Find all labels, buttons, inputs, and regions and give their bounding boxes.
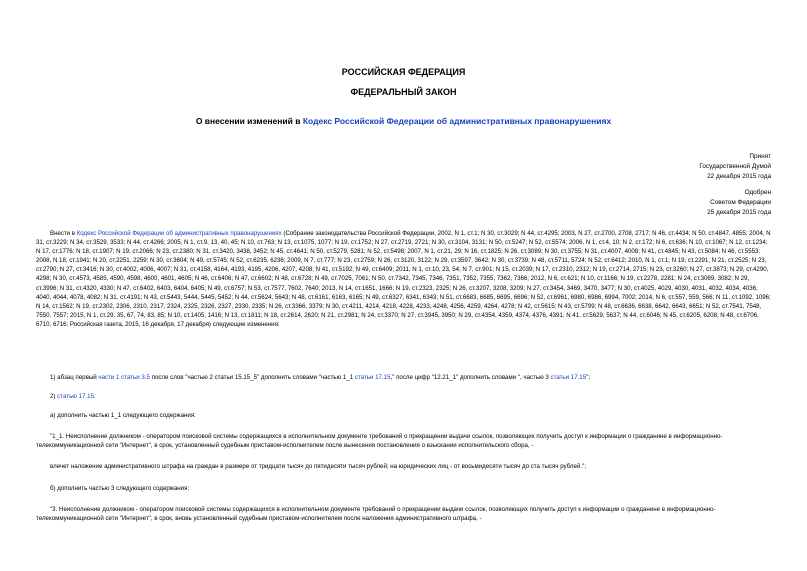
item-1-suffix: "; — [586, 374, 591, 381]
item-a: а) дополнить частью 1_1 следующего содержания: — [50, 412, 196, 419]
item-1-text-1: после слов "частью 2 статьи 15.15_5" дополнить словами "частью 1_1 — [149, 374, 355, 381]
item-1-link-article-17-15-a[interactable]: статьи 17.15 — [354, 374, 391, 381]
approved-label: Одобрен — [744, 189, 771, 196]
adoption-block — [699, 152, 771, 181]
approved-date: 25 декабря 2015 года — [707, 208, 771, 216]
intro-code-link[interactable]: Кодекс Российской Федерации об административных правонарушениях — [76, 230, 282, 237]
quote-part-1-1: "1_1. Неисполнение должником - оператором поисковой системы содержащихся в исполнительном документе требований о прекращении выдачи ссылок, позволяющих получить доступ к информации о гражданине в информационно-телекоммуникационной сети "Интернет", в срок, установленный судебным приставом-исполнителем после вынесения постановления о взыскании исполнительского сбора, - — [36, 433, 723, 450]
document-type-heading: ФЕДЕРАЛЬНЫЙ ЗАКОН — [350, 87, 457, 97]
item-2-prefix: 2) — [50, 393, 58, 400]
document-title — [0, 116, 807, 126]
item-2-suffix: : — [93, 393, 96, 400]
item-1 — [36, 373, 771, 382]
country-heading: РОССИЙСКАЯ ФЕДЕРАЦИЯ — [341, 67, 466, 77]
intro-text: (Собрание законодательства Российской Федерации, 2002, N 1, ст.1; N 30, ст.3029; N 44, ст.4295; 2003, N 27, ст.2700, 2708, 2717; N 46, ст.4434; N 50, ст.4847, 4855; 2004, N 31, ст.3229; N 34, ст.3529, 3533; N 44, ст.4266; 2005, N 1, ст.9, 13, 40, 45; N 10, ст.763; N 13, ст.1075, 1077; N 19, ст.1752; N 27, ст.2719, 2721; N 30, ст.3104, 3131; N 50, ст.5247; N 52, ст.5574; 2006, N 1, ст.4, 10; N 2, ст.172; N 6, ст.636; N 10, ст.1067; N 12, ст.1234; N 17, ст.1776; N 18, ст.1907; N 19, ст.2066; N 23, ст.2380; N 31, ст.3420, 3438, 3452; N 45, ст.4641; N 50, ст.5279, 5281; N 52, ст.5498; 2007, N 1, ст.21, 29; N 16, ст.1825; N 26, ст.3089; N 30, ст.3755; N 31, ст.4007, 4008; N 41, ст.4845; N 43, ст.5084; N 46, ст.5553; 2008, N 18, ст.1941; N 20, ст.2251, 2259; N 30, ст.3604; N 49, ст.5745; N 52, ст.6235, 6236; 2009, N 7, ст.777; N 23, ст.2759; N 26, ст.3120, 3122; N 29, ст.3597, 3642; N 30, ст.3739; N 48, ст.5711, 5724; N 52, ст.6412; 2010, N 1, ст.1; N 19, ст.2291; N 21, ст.2525; N 23, ст.2790; N 27, ст.3416; N 30, ст.4002, 4006, 4007; N 31, ст.4158, 4164, 4193, 4195, 4206, 4207, 4208; N 41, ст.5192; N 49, ст.6409; 2011, N 1, ст.10, 23, 54; N 7, ст.901; N 15, ст.2039; N 17, ст.2310, 2312; N 19, ст.2714, 2715; N 23, ст.3260; N 27, ст.3873; N 29, ст.4290, 4298; N 30, ст.4573, 4585, 4590, 4598, 4600, 4601, 4605; N 46, ст.6406; N 47, ст.6602; N 48, ст.6728; N 49, ст.7025, 7061; N 50, ст.7342, 7345, 7346, 7351, 7352, 7355, 7362, 7366; 2012, N 6, ст.621; N 10, ст.1166; N 19, ст.2278, 2281; N 24, ст.3069, 3082; N 29, ст.3996; N 31, ст.4320, 4330; N 47, ст.6402, 6403, 6404, 6405; N 49, ст.6757; N 53, ст.7577, 7602, 7640; 2013, N 14, ст.1651, 1666; N 19, ст.2323, 2325; N 26, ст.3207, 3208, 3209; N 27, ст.3454, 3469, 3470, 3477; N 30, ст.4025, 4029, 4030, 4031, 4032, 4034, 4036, 4040, 4044, 4078, 4082; N 31, ст.4191; N 43, ст.5443, 5444, 5445, 5452; N 44, ст.5624, 5643; N 48, ст.6161, 6163, 6165; N 49, ст.6327, 6341, 6343; N 51, ст.6683, 6685, 6695, 6696; N 52, ст.6961, 6980, 6986, 6994, 7002; 2014, N 6, ст.557, 559, 566; N 11, ст.1092, 1096; N 14, ст.1562; N 19, ст.2302, 2306, 2310, 2317, 2324, 2325, 2326, 2327, 2330, 2335; N 26, ст.3366, 3379; N 30, ст.4211, 4214, 4218, 4228, 4233, 4248, 4256, 4259, 4264, 4278; N 42, ст.5615; N 43, ст.5799; N 48, ст.6636, 6638, 6642, 6643, 6651; N 52, ст.7541, 7548, 7550, 7557; 2015, N 1, ст.29, 35, 67, 74, 83, 85; N 10, ст.1405, 1416; N 13, ст.1811; N 18, ст.2614, 2620; N 21, ст.2981; N 24, ст.3370; N 27, ст.3945, 3950; N 29, ст.4354, 4359, 4374, 4376, 4391; N 41, ст.5629, 5637; N 44, ст.6046; N 45, ст.6205, 6208; N 48, ст.6706, 6710, 6716; Российская газета, 2015, 16 декабря, 17 декабря) следующие изменения: — [36, 230, 771, 328]
accepted-date: 22 декабря 2015 года — [707, 172, 771, 180]
item-1-link-article-17-15-b[interactable]: статьи 17.15 — [550, 374, 587, 381]
quote-part-3: "3. Неисполнение должником - оператором поисковой системы содержащихся в исполнительном документе требований о прекращении выдачи ссылок, позволяющих получить доступ к информации о гражданине в информационно-телекоммуникационной сети "Интернет", в срок, вновь установленный судебным приставом-исполнителем после наложения административного штрафа, - — [36, 506, 716, 523]
accepted-by: Государственной Думой — [699, 162, 771, 170]
item-2-link-article-17-15[interactable]: статью 17.15 — [57, 393, 94, 400]
approved-by: Советом Федерации — [710, 198, 771, 206]
item-2 — [36, 392, 771, 401]
title-prefix: О внесении изменений в — [195, 116, 303, 126]
approval-block — [707, 188, 771, 217]
item-1-prefix: 1) абзац первый — [50, 374, 99, 381]
item-1-text-2: ," после цифр "12.21_1" дополнить словами ", частью 3 — [390, 374, 551, 381]
intro-paragraph — [36, 229, 771, 329]
code-link[interactable]: Кодекс Российской Федерации об административных правонарушениях — [302, 116, 612, 126]
item-1-link-article-3-5[interactable]: части 1 статьи 3.5 — [98, 374, 150, 381]
penalty-part-1-1: влечет наложение административного штрафа на граждан в размере от тридцати тысяч до пятидесяти тысяч рублей; на юридических лиц - от восьмидесяти тысяч до ста тысяч рублей."; — [50, 463, 586, 470]
accepted-label: Принят — [749, 153, 771, 160]
item-b: б) дополнить частью 3 следующего содержания: — [50, 485, 190, 492]
intro-prefix: Внести в — [50, 230, 77, 237]
